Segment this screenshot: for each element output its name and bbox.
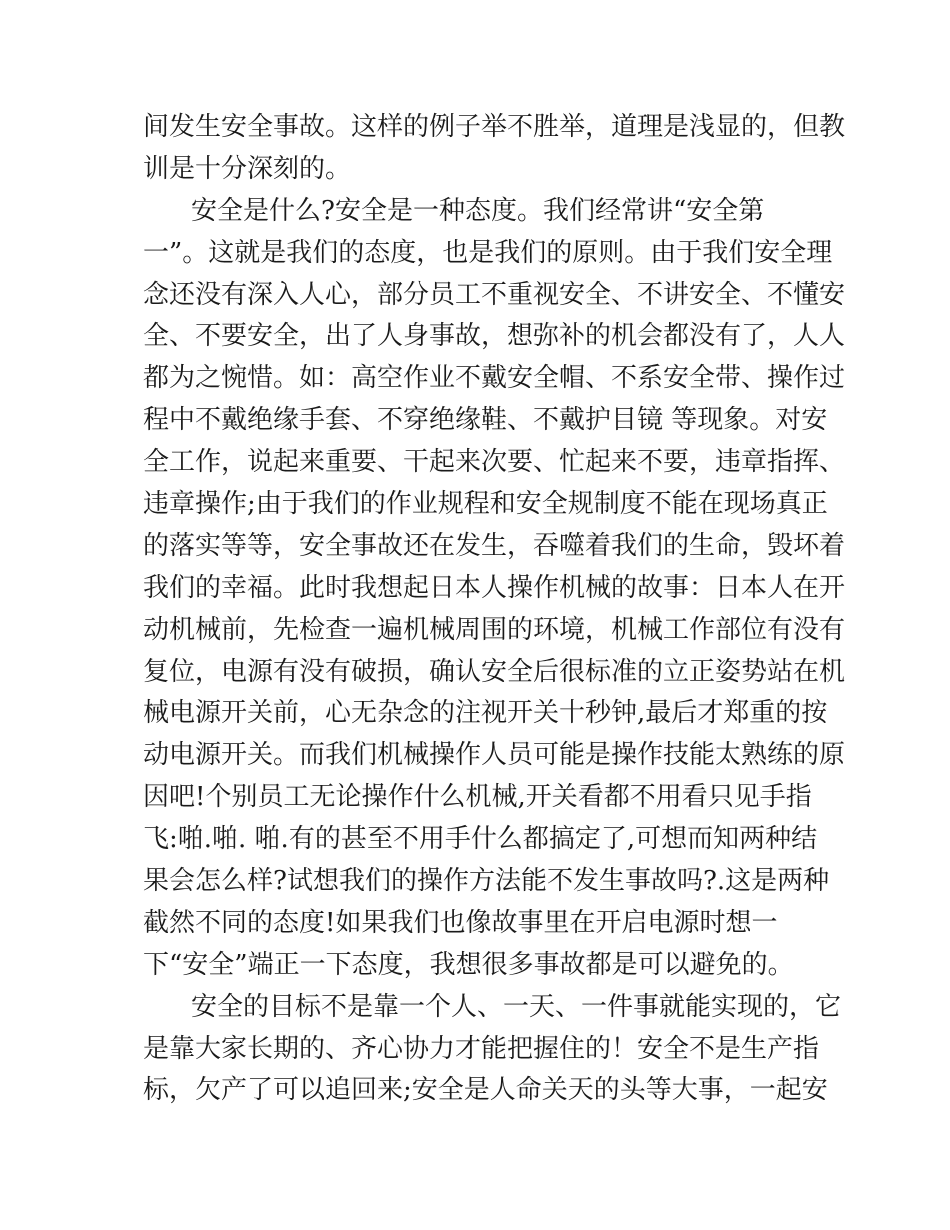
text-line: 因吧!个别员工无论操作什么机械,开关看都不用看只见手指 [143,782,812,813]
text-line: 的落实等等，安全事故还在发生，吞噬着我们的生命，毁坏着 [143,530,846,561]
text-line: 是靠大家长期的、齐心协力才能把握住的！安全不是生产指 [143,1033,820,1064]
text-line: 标，欠产了可以追回来;安全是人命关天的头等大事，一起安 [143,1075,828,1106]
text-line: 械电源开关前，心无杂念的注视开关十秒钟,最后才郑重的按 [143,698,828,729]
text-line: 安全的目标不是靠一个人、一天、一件事就能实现的，它 [191,991,842,1022]
text-line: 都为之惋惜。如：高空作业不戴安全帽、不系安全带、操作过 [143,363,846,394]
text-line: 全、不要安全，出了人身事故，想弥补的机会都没有了，人人 [143,321,846,352]
text-line: 安全是什么?安全是一种态度。我们经常讲“安全第 [191,195,765,226]
text-line: 动电源开关。而我们机械操作人员可能是操作技能太熟练的原 [143,740,846,771]
text-line: 间发生安全事故。这样的例子举不胜举，道理是浅显的，但教 [143,112,846,142]
text-line: 全工作，说起来重要、干起来次要、忙起来不要，违章指挥、 [143,447,846,478]
text-line: 下“安全”端正一下态度，我想很多事故都是可以避免的。 [143,949,794,980]
text-line: 动机械前，先检查一遍机械周围的环境，机械工作部位有没有 [143,614,846,645]
document-body [143,107,846,1112]
text-line: 复位，电源有没有破损，确认安全后很标准的立正姿势站在机 [143,656,846,687]
text-line: 截然不同的态度!如果我们也像故事里在开启电源时想一 [143,907,778,938]
text-line: 飞:啪.啪. 啪.有的甚至不用手什么都搞定了,可想而知两种结 [143,824,818,855]
text-line: 我们的幸福。此时我想起日本人操作机械的故事：日本人在开 [143,572,846,603]
text-line: 训是十分深刻的。 [143,153,352,184]
text-line: 违章操作;由于我们的作业规程和安全规制度不能在现场真正 [143,489,828,520]
text-line: 果会怎么样?试想我们的操作方法能不发生事故吗?.这是两种 [143,866,830,897]
text-line: 念还没有深入人心，部分员工不重视安全、不讲安全、不懂安 [143,279,846,310]
text-line: 一”。这就是我们的态度，也是我们的原则。由于我们安全理 [143,237,833,268]
text-line: 程中不戴绝缘手套、不穿绝缘鞋、不戴护目镜 等现象。对安 [143,405,828,436]
